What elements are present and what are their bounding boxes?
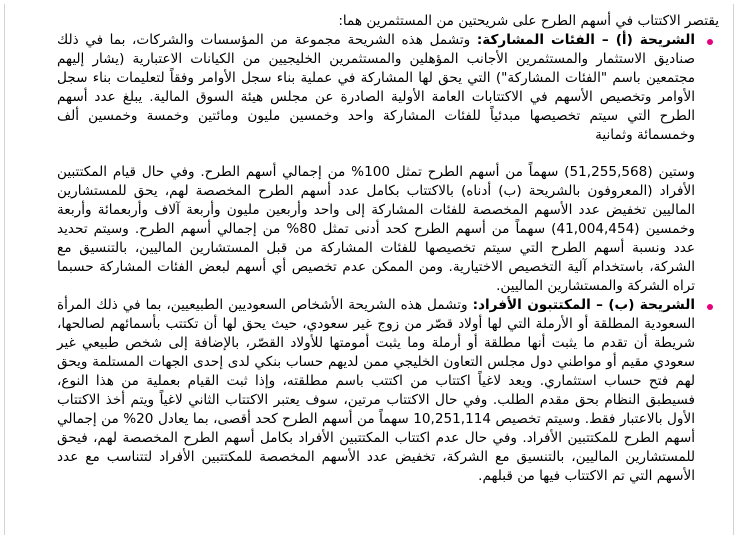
document-page	[4, 4, 734, 535]
paragraph-gap	[57, 145, 695, 163]
tranche-a-item	[57, 31, 723, 296]
document-body	[5, 4, 733, 486]
tranche-b-paragraph	[57, 296, 695, 486]
tranche-b-text: وتشمل هذه الشريحة الأشخاص السعوديين الطبيعيين، بما في ذلك المرأة السعودية المطلقة أو الأرملة التي لها أولاد قصّر من زوج غير سعودي، حيث يحق لها أن تكتتب بأسمائهم لصالحها، شريطة أن تقدم ما يثبت أنها مطلقة أو أرملة وما يثبت أمومتها للأولاد القصّر، بالإضافة إلى شخص طبيعي غير سعودي مقيم أو مواطني دول مجلس التعاون الخليجي ممن لديهم حساب بنكي لدى إحدى الجهات المستلمة ويحق لهم فتح حساب استثماري. ويعد لاغياً اكتتاب من اكتتب باسم مطلقته، وإذا ثبت القيام بعملية من هذا النوع، فسيطبق النظام بحق مقدم الطلب. وفي حال الاكتتاب مرتين، سوف يعتبر الاكتتاب الثاني لاغياً ويتم أخذ الاكتتاب الأول بالاعتبار فقط. وسيتم تخصيص 10,251,114 سهماً من أسهم الطرح كحد أقصى، بما يعادل 20% من إجمالي أسهم الطرح للمكتتبين الأفراد. وفي حال عدم اكتتاب المكتتبين الأفراد بكامل أسهم الطرح المخصصة لهم، فيحق للمستشارين الماليين، بالتنسيق مع الشركة، تخفيض عدد الأسهم المخصصة للمكتتبين الأفراد لتتناسب مع عدد الأسهم التي تم الاكتتاب فيها من قبلهم.	[57, 297, 695, 484]
tranche-a-text-1: وتشمل هذه الشريحة مجموعة من المؤسسات والشركات، بما في ذلك صناديق الاستثمار والمستثمرين الأجانب المؤهلين والمستثمرين الخليجيين من الكيانات الاعتبارية (يشار إليهم مجتمعين باسم "الفئات المشاركة") التي يحق لها المشاركة في عملية بناء سجل الأوامر وفقاً لتعليمات بناء سجل الأوامر وتخصيص الأسهم في الاكتتابات العامة الأولية الصادرة عن مجلس هيئة السوق المالية. يبلغ عدد أسهم الطرح التي سيتم تخصيصها مبدئياً للفئات المشاركة واحد وخمسين مليون ومائتين وخمسة وخمسين ألف وخمسمائة وثمانية	[57, 32, 695, 143]
intro-text: يقتصر الاكتتاب في أسهم الطرح على شريحتين من المستثمرين هما:	[338, 13, 719, 29]
tranche-a-paragraph-2: وستين (51,255,568) سهماً من أسهم الطرح تمثل 100% من إجمالي أسهم الطرح. وفي حال قيام المكتتبين الأفراد (المعروفون بالشريحة (ب) أدناه) بالاكتتاب بكامل عدد أسهم الطرح المخصصة لهم، يحق للمستشارين الماليين تخفيض عدد الأسهم المخصصة للفئات المشاركة إلى واحد وأربعين مليون وأربعة آلاف وأربعمائة وأربعة وخمسين (41,004,454) سهماً من أسهم الطرح كحد أدنى تمثل 80% من إجمالي أسهم الطرح. وسيتم تحديد عدد ونسبة أسهم الطرح التي سيتم تخصيصها للفئات المشاركة من قبل المستشارين الماليين، بالتنسيق مع الشركة، باستخدام آلية التخصيص الاختيارية. ومن الممكن عدم تخصيص أي أسهم لبعض الفئات المشاركة حسبما تراه الشركة والمستشارين الماليين.	[57, 164, 695, 294]
tranche-b-heading: الشريحة (ب) – المكتتبون الأفراد:	[472, 297, 696, 313]
tranche-a-heading: الشريحة (أ) – الفئات المشاركة:	[476, 32, 696, 48]
tranche-a-paragraph-1	[57, 31, 695, 145]
tranche-b-item	[57, 296, 723, 486]
